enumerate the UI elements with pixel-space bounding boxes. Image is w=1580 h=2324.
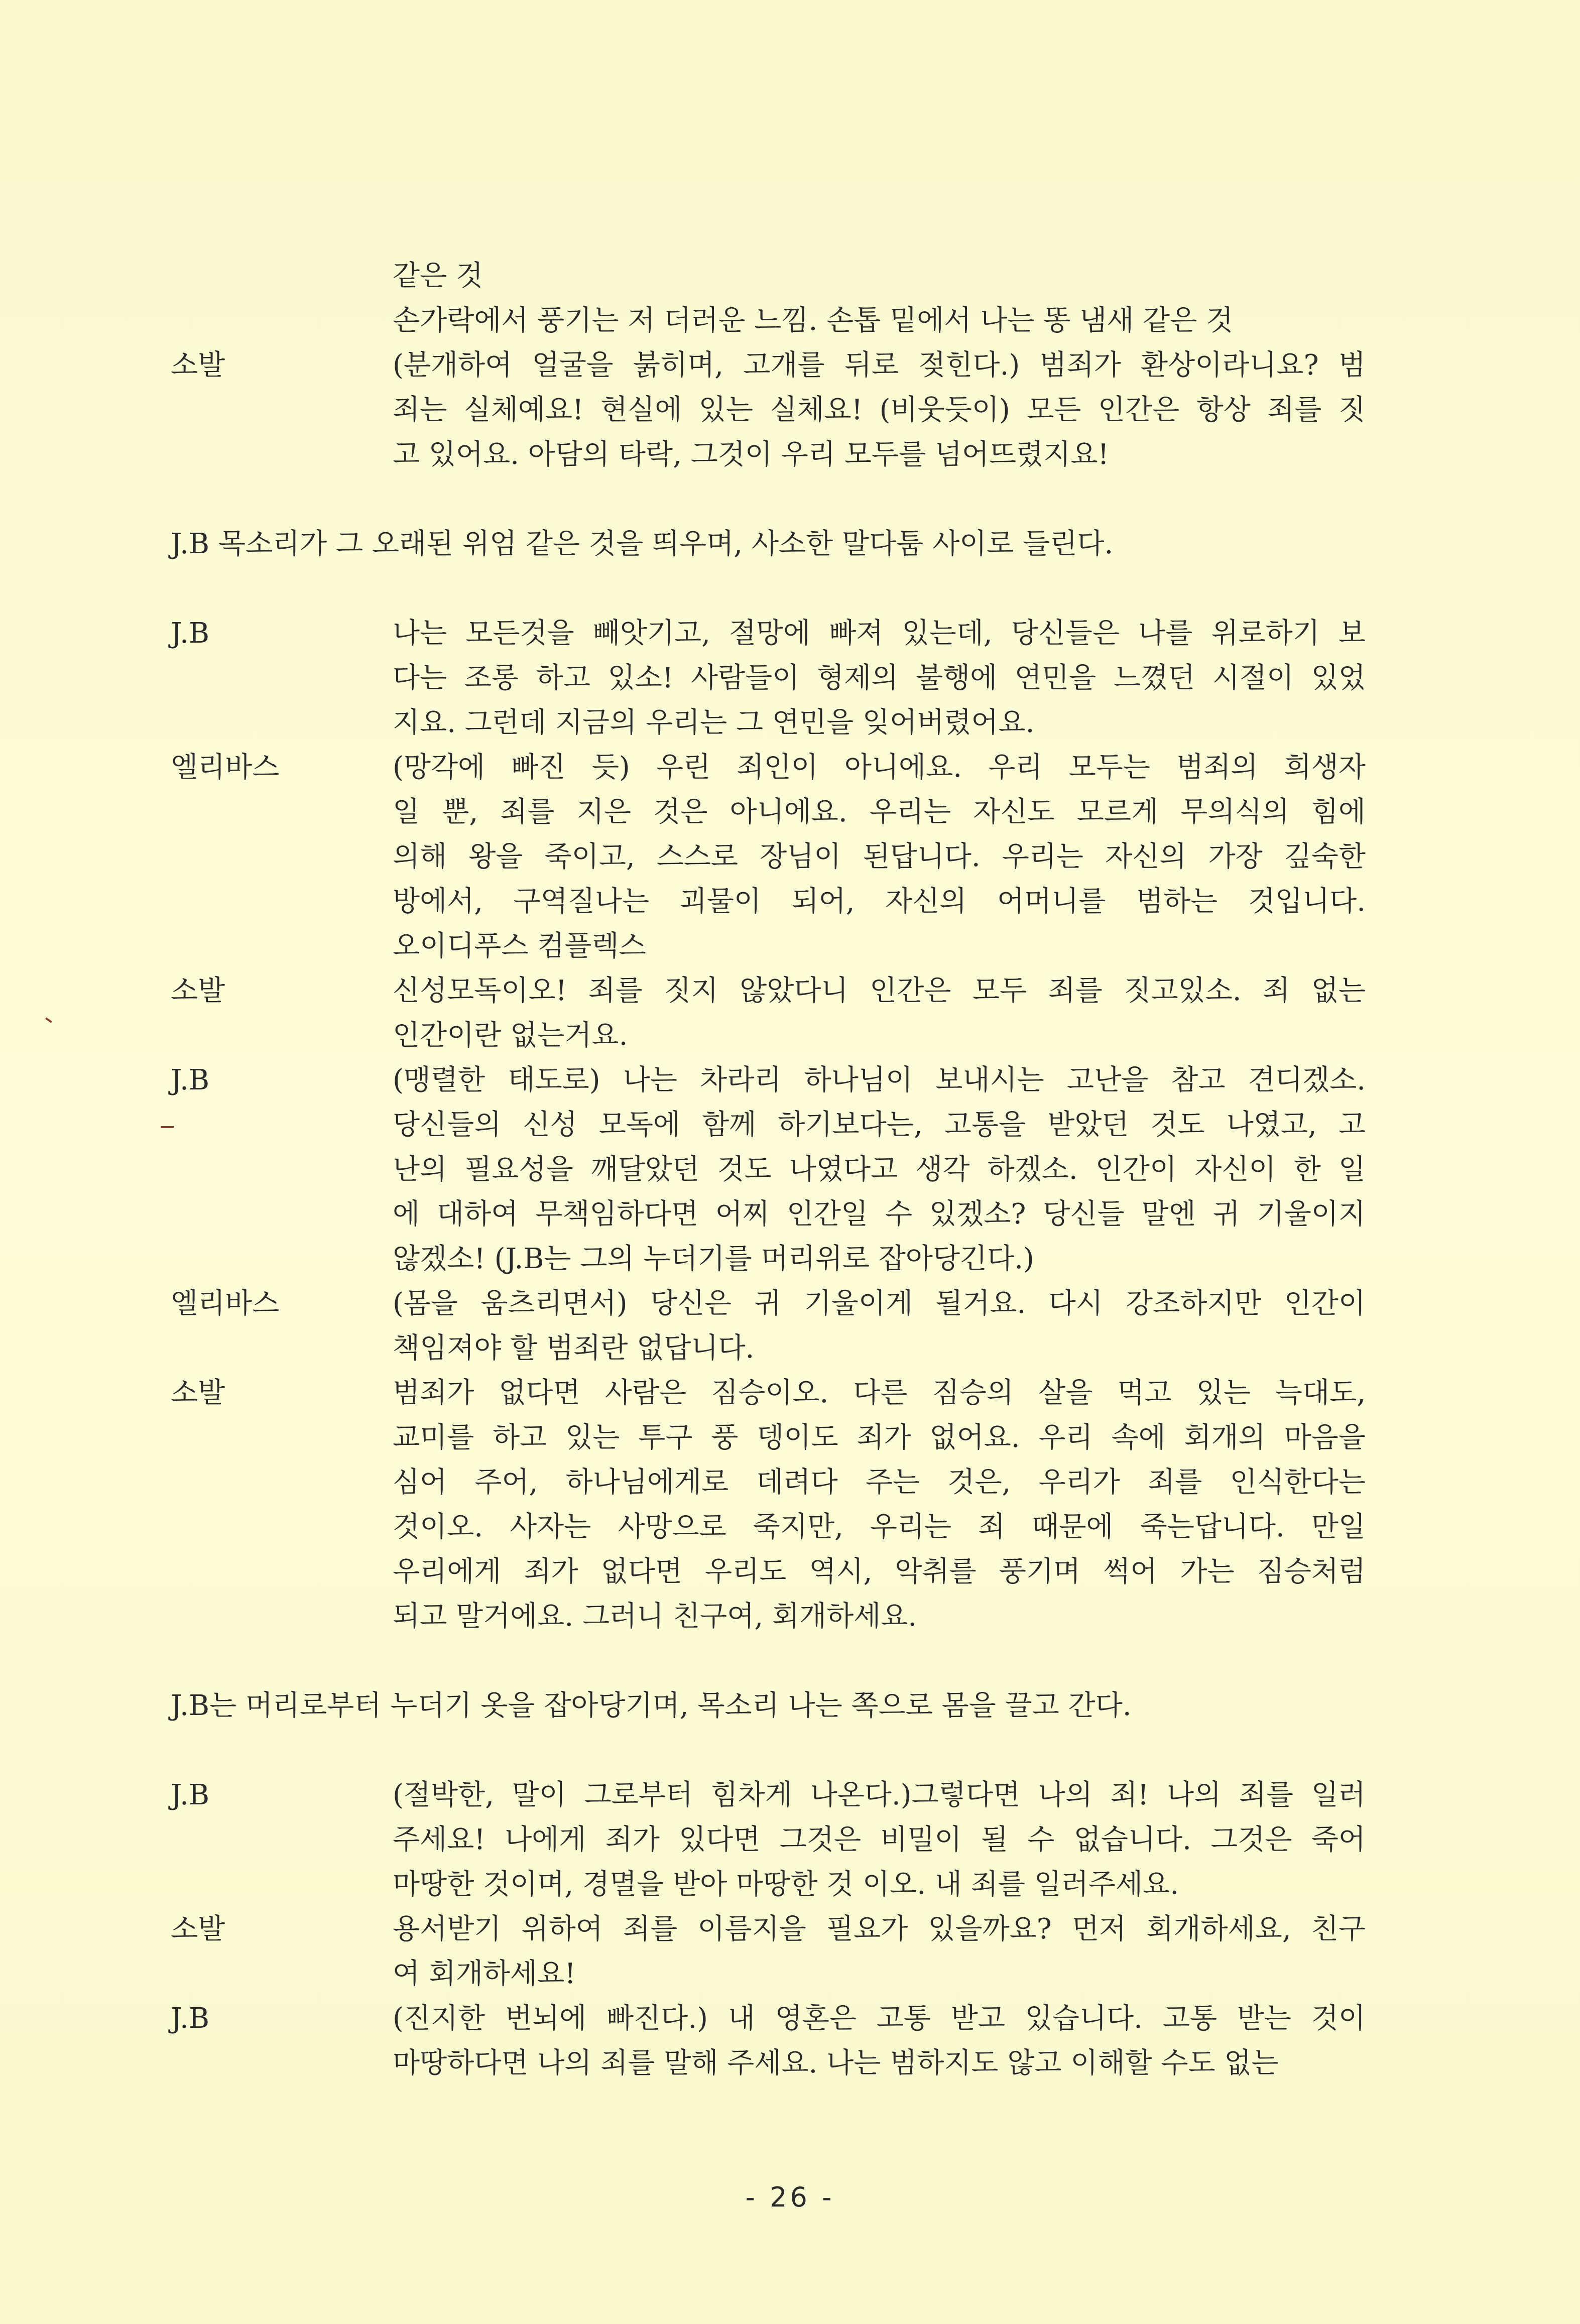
speech-line: 책임져야 할 범죄란 없답니다. xyxy=(393,1332,755,1365)
dialogue-entry xyxy=(171,343,1366,477)
dialogue-entry xyxy=(171,1058,1366,1281)
speech-text xyxy=(393,298,1366,343)
speech-line: 손가락에서 풍기는 저 더러운 느낌. 손톱 밑에서 나는 똥 냄새 같은 것 xyxy=(393,304,1234,337)
speech-line: 지요. 그런데 지금의 우리는 그 연민을 잊어버렸어요. xyxy=(393,706,1035,739)
speech-line: 주세요! 나에게 죄가 있다면 그것은 비밀이 될 수 없습니다. 그것은 죽어 xyxy=(393,1823,1366,1856)
speech-line: 죄는 실체예요! 현실에 있는 실체요! (비웃듯이) 모든 인간은 항상 죄를 짓 xyxy=(393,394,1366,426)
speaker-name: 소발 xyxy=(171,1377,225,1409)
speech-line: 심어 주어, 하나님에게로 데려다 주는 것은, 우리가 죄를 인식한다는 xyxy=(393,1466,1366,1499)
speech-line: 고 있어요. 아담의 타락, 그것이 우리 모두를 넘어뜨렸지요! xyxy=(393,438,1109,471)
speaker-name: J.B xyxy=(171,1779,210,1811)
speech-line: 오이디푸스 컴플렉스 xyxy=(393,930,646,962)
page-number: - 26 - xyxy=(745,2181,835,2213)
speech-line: 교미를 하고 있는 투구 풍 뎅이도 죄가 없어요. 우리 속에 회개의 마음을 xyxy=(393,1421,1366,1454)
speech-text xyxy=(393,343,1366,477)
speaker-name: 소발 xyxy=(171,974,225,1007)
speech-text xyxy=(393,611,1366,745)
speech-line: 우리에게 죄가 없다면 우리도 역시, 악취를 풍기며 썩어 가는 짐승처럼 xyxy=(393,1555,1366,1588)
speech-line: 것이오. 사자는 사망으로 죽지만, 우리는 죄 때문에 죽는답니다. 만일 xyxy=(393,1511,1366,1543)
speech-text xyxy=(393,1281,1366,1371)
speech-text xyxy=(393,1907,1366,1996)
dialogue-entry xyxy=(171,1773,1366,1907)
paragraph-gap xyxy=(171,1639,1366,1683)
margin-dash-mark xyxy=(161,1126,174,1128)
speech-line: 의해 왕을 죽이고, 스스로 장님이 된답니다. 우리는 자신의 가장 깊숙한 xyxy=(393,840,1366,873)
speech-line: 범죄가 없다면 사람은 짐승이오. 다른 짐승의 살을 먹고 있는 늑대도, xyxy=(393,1377,1366,1409)
dialogue-entry xyxy=(171,254,1366,298)
speech-text xyxy=(393,745,1366,968)
speech-line: 같은 것 xyxy=(393,260,483,292)
dialogue-entry xyxy=(171,1371,1366,1639)
stage-direction: J.B는 머리로부터 누더기 옷을 잡아당기며, 목소리 나는 쪽으로 몸을 끌고 간다. xyxy=(171,1689,1132,1722)
speech-line: 신성모독이오! 죄를 짓지 않았다니 인간은 모두 죄를 짓고있소. 죄 없는 xyxy=(393,974,1366,1007)
speaker-name: J.B xyxy=(171,617,210,650)
speech-line: (절박한, 말이 그로부터 힘차게 나온다.)그렇다면 나의 죄! 나의 죄를 일러 xyxy=(393,1779,1366,1811)
stage-direction: J.B 목소리가 그 오래된 위엄 같은 것을 띄우며, 사소한 말다툼 사이로 들린다. xyxy=(171,528,1114,560)
speech-line: 여 회개하세요! xyxy=(393,1958,576,1990)
speech-line: 에 대하여 무책임하다면 어찌 인간일 수 있겠소? 당신들 말엔 귀 기울이지 xyxy=(393,1198,1366,1231)
dialogue-entry xyxy=(171,1281,1366,1371)
speech-text xyxy=(393,1371,1366,1639)
speech-text xyxy=(393,1996,1366,2086)
margin-tick-mark xyxy=(45,1017,52,1023)
speech-line: 않겠소! (J.B는 그의 누더기를 머리위로 잡아당긴다.) xyxy=(393,1243,1034,1275)
speech-text xyxy=(393,1058,1366,1281)
speaker-name xyxy=(171,254,393,298)
speech-text xyxy=(393,1773,1366,1907)
speaker-name xyxy=(171,298,393,343)
dialogue-entry xyxy=(171,611,1366,745)
speech-line: 방에서, 구역질나는 괴물이 되어, 자신의 어머니를 범하는 것입니다. xyxy=(393,885,1366,918)
speech-line: 난의 필요성을 깨달았던 것도 나였다고 생각 하겠소. 인간이 자신이 한 일 xyxy=(393,1153,1366,1186)
dialogue-entry xyxy=(171,745,1366,968)
speech-line: 나는 모든것을 빼앗기고, 절망에 빠져 있는데, 당신들은 나를 위로하기 보 xyxy=(393,617,1366,650)
speech-line: 당신들의 신성 모독에 함께 하기보다는, 고통을 받았던 것도 나였고, 고 xyxy=(393,1109,1366,1141)
paragraph-gap xyxy=(171,566,1366,611)
speech-line: 마땅한 것이며, 경멸을 받아 마땅한 것 이오. 내 죄를 일러주세요. xyxy=(393,1868,1179,1901)
speech-line: (망각에 빠진 듯) 우린 죄인이 아니에요. 우리 모두는 범죄의 희생자 xyxy=(393,751,1366,784)
speech-line: (분개하여 얼굴을 붉히며, 고개를 뒤로 젖힌다.) 범죄가 환상이라니요? 범 xyxy=(393,349,1366,382)
speaker-name: 소발 xyxy=(171,1913,225,1945)
speaker-name: 엘리바스 xyxy=(171,751,280,784)
paragraph-gap xyxy=(171,477,1366,522)
speech-line: (몸을 움츠리면서) 당신은 귀 기울이게 될거요. 다시 강조하지만 인간이 xyxy=(393,1287,1366,1320)
dialogue-entry xyxy=(171,298,1366,343)
dialogue-entry xyxy=(171,968,1366,1058)
speaker-name: 소발 xyxy=(171,349,225,382)
speech-line: (진지한 번뇌에 빠진다.) 내 영혼은 고통 받고 있습니다. 고통 받는 것이 xyxy=(393,2002,1366,2035)
speech-line: 마땅하다면 나의 죄를 말해 주세요. 나는 범하지도 않고 이해할 수도 없는 xyxy=(393,2047,1279,2080)
speaker-name: 엘리바스 xyxy=(171,1287,280,1320)
speech-line: 용서받기 위하여 죄를 이름지을 필요가 있을까요? 먼저 회개하세요, 친구 xyxy=(393,1913,1366,1945)
speech-line: 일 뿐, 죄를 지은 것은 아니에요. 우리는 자신도 모르게 무의식의 힘에 xyxy=(393,796,1366,828)
speaker-name: J.B xyxy=(171,1064,210,1096)
speaker-name: J.B xyxy=(171,2002,210,2035)
speech-text xyxy=(393,968,1366,1058)
speech-text xyxy=(393,254,1366,298)
speech-line: 되고 말거에요. 그러니 친구여, 회개하세요. xyxy=(393,1600,917,1633)
script-body xyxy=(171,254,1366,2086)
speech-line: (맹렬한 태도로) 나는 차라리 하나님이 보내시는 고난을 참고 견디겠소. xyxy=(393,1064,1366,1096)
paragraph-gap xyxy=(171,1728,1366,1773)
dialogue-entry xyxy=(171,1907,1366,1996)
speech-line: 인간이란 없는거요. xyxy=(393,1019,628,1052)
speech-line: 다는 조롱 하고 있소! 사람들이 형제의 불행에 연민을 느꼈던 시절이 있었 xyxy=(393,662,1366,694)
dialogue-entry xyxy=(171,1996,1366,2086)
